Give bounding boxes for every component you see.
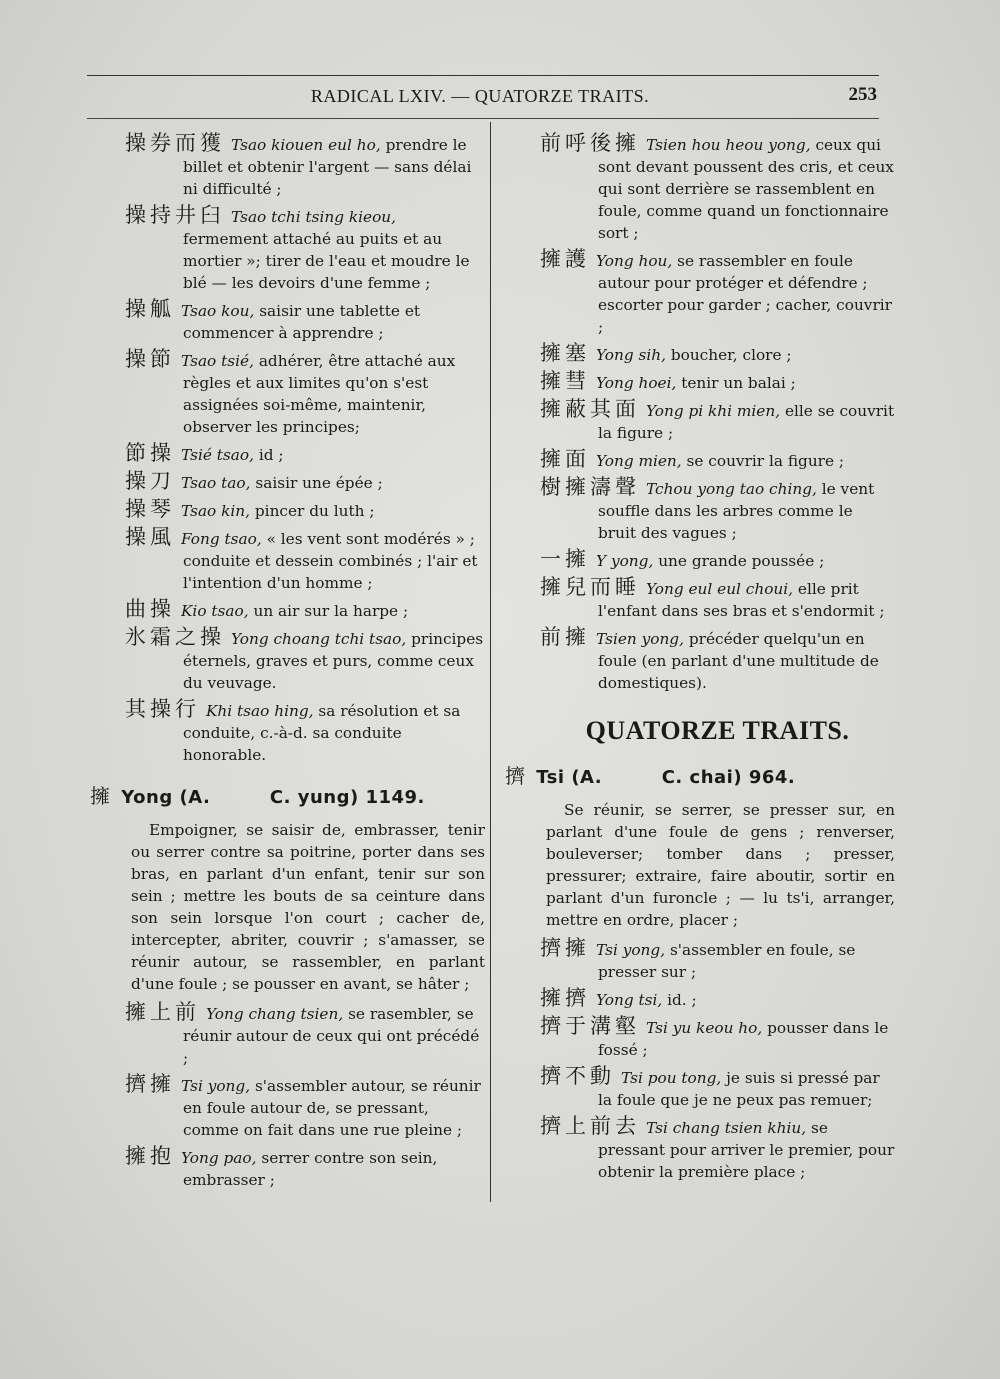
entry-characters: 擠擁 bbox=[125, 1072, 175, 1096]
column-divider bbox=[490, 122, 491, 1202]
entry-characters: 擁上前 bbox=[125, 1000, 200, 1024]
left-section-head bbox=[90, 780, 485, 809]
right-section-head bbox=[505, 760, 895, 789]
entry-characters: 操觚 bbox=[125, 297, 175, 321]
dictionary-entry bbox=[125, 498, 485, 522]
entry-definition: le vent souffle dans les arbres comme le bruit des vagues ; bbox=[598, 480, 875, 542]
entry-romanization: Yong sih, bbox=[596, 346, 666, 364]
entry-romanization: Yong tsi, bbox=[596, 991, 663, 1009]
dictionary-entry bbox=[125, 1073, 485, 1141]
entry-definition: pincer du luth ; bbox=[254, 502, 375, 520]
entry-characters: 擠不動 bbox=[540, 1064, 615, 1088]
section-label-b: C. yung) 1149. bbox=[269, 787, 425, 808]
section-label-b: C. chai) 964. bbox=[661, 767, 796, 788]
entry-definition: principes éternels, graves et purs, comme ceux du veuvage. bbox=[183, 630, 484, 692]
dictionary-entry bbox=[540, 1015, 895, 1061]
entry-definition: une grande poussée ; bbox=[658, 552, 825, 570]
dictionary-entry bbox=[540, 626, 895, 694]
entry-romanization: Tsi yong, bbox=[181, 1077, 251, 1095]
left-section-paragraph: Empoigner, se saisir de, embrasser, tenir ou serrer contre sa poitrine, porter dans ses bras, en parlant d'un enfant, tenir sur son sein ; mettre les bouts de sa ceinture dans son sein lorsque l'on court ; cacher de, intercepter, abriter, couvrir ; s'amasser, se réunir autour, se rassembler, en parlant d'une foule ; se pousser en avant, se hâter ; bbox=[131, 821, 485, 993]
entry-definition: je suis si pressé par la foule que je ne peux pas remuer; bbox=[598, 1069, 880, 1109]
entry-romanization: Khi tsao hing, bbox=[206, 702, 314, 720]
dictionary-entry bbox=[125, 1145, 485, 1191]
entry-characters: 擠擁 bbox=[540, 936, 590, 960]
entry-romanization: Yong pi khi mien, bbox=[646, 402, 781, 420]
entry-romanization: Fong tsao, bbox=[181, 530, 262, 548]
entry-romanization: Tsao kiouen eul ho, bbox=[231, 136, 381, 154]
entry-definition: se rassembler en foule autour pour protéger et défendre ; escorter pour garder ; cacher, couvrir ; bbox=[598, 252, 892, 336]
right-column bbox=[505, 131, 895, 1187]
entry-definition: un air sur la harpe ; bbox=[253, 602, 409, 620]
dictionary-entry bbox=[125, 298, 485, 344]
entry-romanization: Tsien yong, bbox=[596, 630, 684, 648]
entry-romanization: Yong hoei, bbox=[596, 374, 677, 392]
entry-romanization: Tchou yong tao ching, bbox=[646, 480, 817, 498]
entry-characters: 擁蔽其面 bbox=[540, 397, 640, 421]
entry-characters: 操琴 bbox=[125, 497, 175, 521]
header-rule-top bbox=[87, 75, 879, 76]
dictionary-entry bbox=[540, 548, 895, 572]
dictionary-entry bbox=[540, 1115, 895, 1183]
right-section-paragraph: Se réunir, se serrer, se presser sur, en parlant d'une foule de gens ; renverser, bouleverser; tomber dans ; presser, pressurer; extraire, faire aboutir, sortir en parlant d'un furoncle ; — lu ts'i, arranger, mettre en ordre, placer ; bbox=[546, 801, 895, 929]
entry-definition: tenir un balai ; bbox=[681, 374, 796, 392]
entry-characters: 一擁 bbox=[540, 547, 590, 571]
entry-characters: 操風 bbox=[125, 525, 175, 549]
entry-characters: 擁面 bbox=[540, 447, 590, 471]
dictionary-entry bbox=[540, 576, 895, 622]
entry-definition: ceux qui sont devant poussent des cris, et ceux qui sont derrière se rassemblent en foule, comme quand un fonctionnaire sort ; bbox=[598, 136, 894, 242]
dictionary-entry bbox=[540, 342, 895, 366]
left-column bbox=[90, 131, 485, 1195]
entry-definition: se couvrir la figure ; bbox=[686, 452, 845, 470]
dictionary-entry bbox=[125, 698, 485, 766]
entry-romanization: Tsao tchi tsing kieou, bbox=[231, 208, 396, 226]
entry-romanization: Yong eul eul choui, bbox=[646, 580, 794, 598]
dictionary-entry bbox=[540, 132, 895, 244]
dictionary-entry bbox=[540, 987, 895, 1011]
entry-characters: 前呼後擁 bbox=[540, 131, 640, 155]
entry-definition: serrer contre son sein, embrasser ; bbox=[183, 1149, 438, 1189]
entry-characters: 擁抱 bbox=[125, 1144, 175, 1168]
dictionary-entry bbox=[540, 448, 895, 472]
left-entries-2 bbox=[125, 1001, 485, 1191]
entry-characters: 操持井臼 bbox=[125, 203, 225, 227]
entry-characters: 擁擠 bbox=[540, 986, 590, 1010]
entry-definition: elle prit l'enfant dans ses bras et s'endormit ; bbox=[598, 580, 885, 620]
section-character: 擁 bbox=[90, 784, 111, 808]
section-heading: QUATORZE TRAITS. bbox=[585, 716, 850, 745]
section-character: 擠 bbox=[505, 764, 526, 788]
entry-romanization: Tsao tao, bbox=[181, 474, 251, 492]
entry-romanization: Tsao kin, bbox=[181, 502, 251, 520]
dictionary-entry bbox=[540, 937, 895, 983]
dictionary-entry bbox=[540, 370, 895, 394]
right-entries bbox=[540, 132, 895, 694]
entry-definition: pousser dans le fossé ; bbox=[598, 1019, 889, 1059]
entry-characters: 氷霜之操 bbox=[125, 625, 225, 649]
section-label-a: Yong (A. bbox=[121, 787, 211, 808]
entry-romanization: Y yong, bbox=[596, 552, 654, 570]
entry-romanization: Tsi chang tsien khiu, bbox=[646, 1119, 807, 1137]
entry-romanization: Tsao tsié, bbox=[181, 352, 254, 370]
entry-characters: 節操 bbox=[125, 441, 175, 465]
left-entries bbox=[125, 132, 485, 766]
entry-definition: id ; bbox=[258, 446, 284, 464]
entry-definition: précéder quelqu'un en foule (en parlant d'une multitude de domestiques). bbox=[598, 630, 879, 692]
entry-characters: 操節 bbox=[125, 347, 175, 371]
entry-characters: 擁塞 bbox=[540, 341, 590, 365]
entry-romanization: Yong choang tchi tsao, bbox=[231, 630, 407, 648]
entry-romanization: Yong mien, bbox=[596, 452, 682, 470]
entry-definition: elle se couvrit la figure ; bbox=[598, 402, 895, 442]
dictionary-entry bbox=[125, 526, 485, 594]
entry-characters: 操券而獲 bbox=[125, 131, 225, 155]
right-entries-2 bbox=[540, 937, 895, 1183]
entry-definition: « les vent sont modérés » ; conduite et dessein combinés ; l'air et l'intention d'un homme ; bbox=[183, 530, 478, 592]
entry-definition: se rasembler, se réunir autour de ceux qui ont précédé ; bbox=[183, 1005, 480, 1067]
entry-romanization: Tsi yong, bbox=[596, 941, 666, 959]
entry-definition: saisir une épée ; bbox=[255, 474, 383, 492]
entry-definition: saisir une tablette et commencer à apprendre ; bbox=[183, 302, 421, 342]
entry-romanization: Kio tsao, bbox=[181, 602, 249, 620]
dictionary-entry bbox=[540, 398, 895, 444]
entry-definition: s'assembler en foule, se presser sur ; bbox=[598, 941, 856, 981]
entry-definition: se pressant pour arriver le premier, pour obtenir la première place ; bbox=[598, 1119, 895, 1181]
entry-romanization: Tsao kou, bbox=[181, 302, 255, 320]
dictionary-entry bbox=[540, 1065, 895, 1111]
section-label-a: Tsi (A. bbox=[536, 767, 603, 788]
entry-characters: 前擁 bbox=[540, 625, 590, 649]
entry-characters: 擠于溝壑 bbox=[540, 1014, 640, 1038]
entry-definition: boucher, clore ; bbox=[670, 346, 792, 364]
entry-definition: prendre le billet et obtenir l'argent — sans délai ni difficulté ; bbox=[183, 136, 472, 198]
dictionary-entry bbox=[540, 248, 895, 338]
dictionary-entry bbox=[540, 476, 895, 544]
dictionary-entry bbox=[125, 204, 485, 294]
dictionary-entry bbox=[125, 470, 485, 494]
entry-characters: 其操行 bbox=[125, 697, 200, 721]
entry-romanization: Tsi pou tong, bbox=[621, 1069, 722, 1087]
dictionary-entry bbox=[125, 442, 485, 466]
entry-characters: 擁兒而睡 bbox=[540, 575, 640, 599]
page-number: 253 bbox=[848, 84, 877, 105]
dictionary-entry bbox=[125, 598, 485, 622]
entry-romanization: Tsi yu keou ho, bbox=[646, 1019, 763, 1037]
entry-definition: fermement attaché au puits et au mortier »; tirer de l'eau et moudre le blé — les devoirs d'une femme ; bbox=[183, 230, 470, 292]
entry-characters: 擁護 bbox=[540, 247, 590, 271]
running-head: RADICAL LXIV. — QUATORZE TRAITS. bbox=[310, 86, 650, 106]
entry-characters: 操刀 bbox=[125, 469, 175, 493]
dictionary-entry bbox=[125, 348, 485, 438]
entry-characters: 樹擁濤聲 bbox=[540, 475, 640, 499]
entry-definition: s'assembler autour, se réunir en foule autour de, se pressant, comme on fait dans une rue pleine ; bbox=[183, 1077, 481, 1139]
entry-romanization: Yong pao, bbox=[181, 1149, 257, 1167]
entry-definition: sa résolution et sa conduite, c.-à-d. sa conduite honorable. bbox=[183, 702, 461, 764]
entry-romanization: Tsien hou heou yong, bbox=[646, 136, 811, 154]
entry-romanization: Tsié tsao, bbox=[181, 446, 254, 464]
dictionary-entry bbox=[125, 1001, 485, 1069]
entry-characters: 擁彗 bbox=[540, 369, 590, 393]
entry-definition: adhérer, être attaché aux règles et aux limites qu'on s'est assignées soi-même, maintenir, observer les principes; bbox=[183, 352, 456, 436]
entry-romanization: Yong hou, bbox=[596, 252, 673, 270]
header-rule-bottom bbox=[87, 118, 879, 119]
entry-characters: 曲操 bbox=[125, 597, 175, 621]
entry-romanization: Yong chang tsien, bbox=[206, 1005, 344, 1023]
entry-definition: id. ; bbox=[667, 991, 697, 1009]
entry-characters: 擠上前去 bbox=[540, 1114, 640, 1138]
dictionary-entry bbox=[125, 626, 485, 694]
dictionary-entry bbox=[125, 132, 485, 200]
